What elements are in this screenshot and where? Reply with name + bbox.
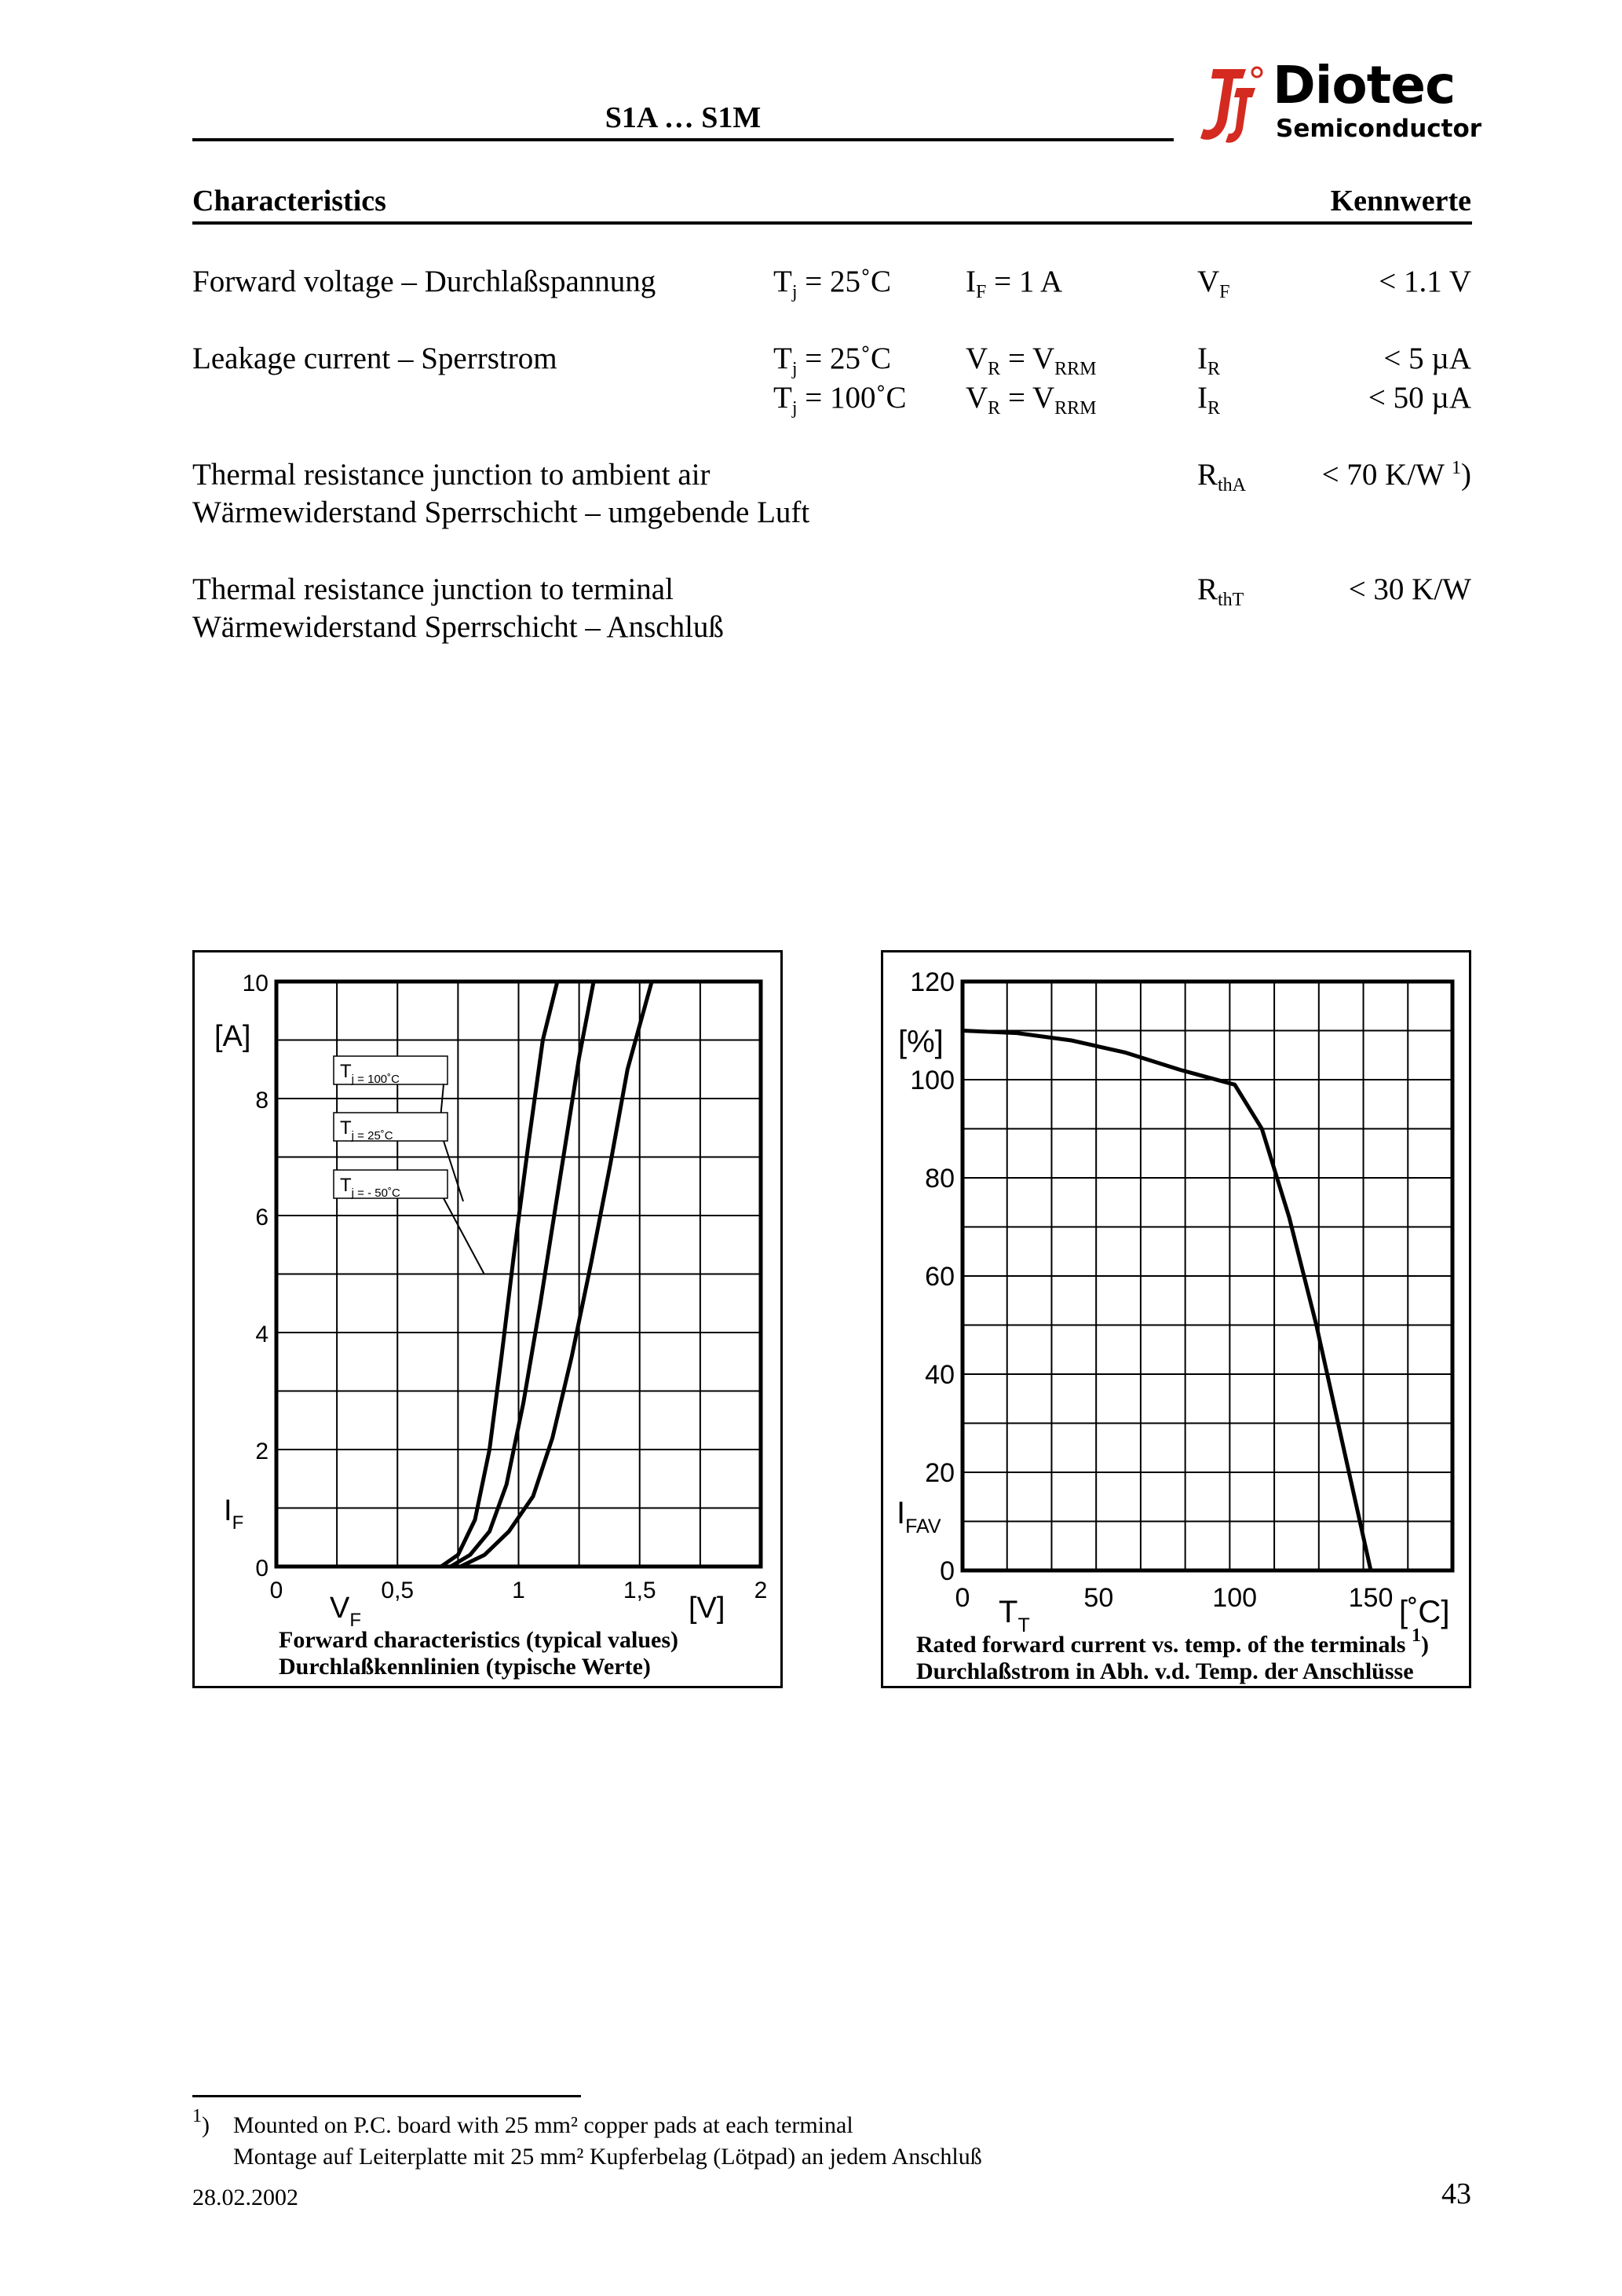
row-value: < 30 K/W: [1348, 572, 1471, 606]
y-axis-label: $I_{FAV}$: [897, 1496, 941, 1537]
row-label-german: Wärmewiderstand Sperrschicht – Anschluß: [192, 610, 724, 644]
section-rule: [192, 221, 1472, 225]
y-tick-label: 20: [925, 1458, 955, 1488]
legend-label: $T_{j = 100˚C}$: [340, 1061, 400, 1086]
y-tick-label: 6: [255, 1205, 269, 1230]
row-label: Forward voltage – Durchlaßspannung: [192, 265, 656, 298]
x-tick-label: 1: [512, 1578, 525, 1603]
row-label-german: Wärmewiderstand Sperrschicht – umgebende Luft: [192, 495, 810, 529]
y-tick-label: 100: [910, 1066, 955, 1095]
chart-caption: Rated forward current vs. temp. of the terminals $^1$): [916, 1625, 1429, 1658]
footnote-rule: [192, 2095, 581, 2097]
x-tick-label: 100: [1212, 1583, 1258, 1613]
y-tick-label: 40: [925, 1360, 955, 1390]
x-axis-unit: [V]: [689, 1592, 725, 1625]
row-label: Thermal resistance junction to ambient air: [192, 458, 711, 492]
logo-name: Diotec: [1273, 55, 1456, 115]
forward-characteristics-plot: [192, 950, 783, 1688]
y-tick-label: 4: [255, 1322, 269, 1347]
x-axis-label: $T_T$: [999, 1595, 1030, 1636]
y-tick-label: 2: [255, 1439, 269, 1464]
y-tick-label: 80: [925, 1164, 955, 1194]
row-value: < 70 K/W $^1$): [1321, 458, 1471, 492]
y-tick-label: 10: [242, 971, 269, 996]
row-symbol: $I_R$: [1197, 381, 1221, 419]
footnote-line: Mounted on P.C. board with 25 mm² copper pads at each terminal: [233, 2112, 853, 2138]
footnote-line-german: Montage auf Leiterplatte mit 25 mm² Kupferbelag (Lötpad) an jedem Anschluß: [233, 2144, 982, 2170]
y-tick-label: 120: [910, 967, 955, 997]
x-tick-label: 2: [754, 1578, 768, 1603]
section-title: Characteristics: [192, 185, 386, 218]
rated-forward-current-plot: [881, 950, 1471, 1688]
chart-caption-german: Durchlaßkennlinien (typische Werte): [279, 1654, 651, 1680]
row-condition: $T_j$ = 100˚C: [773, 381, 907, 419]
chart-caption-german: Durchlaßstrom in Abh. v.d. Temp. der Anschlüsse: [916, 1658, 1414, 1684]
row-value: < 1.1 V: [1379, 265, 1471, 298]
row-symbol: $R_{thA}$: [1197, 458, 1247, 495]
x-tick-label: 0: [269, 1578, 283, 1603]
header-rule: [192, 138, 1174, 141]
y-tick-label: 0: [255, 1556, 269, 1581]
series-line: [963, 1031, 1371, 1571]
y-axis-unit: [%]: [898, 1025, 944, 1059]
x-axis-unit: [˚C]: [1399, 1595, 1450, 1629]
footer-date: 28.02.2002: [192, 2184, 298, 2210]
row-label: Thermal resistance junction to terminal: [192, 572, 674, 606]
page-number: 43: [1441, 2177, 1471, 2210]
x-tick-label: 150: [1348, 1583, 1394, 1613]
chart-frame: [882, 952, 1470, 1687]
chart-frame: [194, 952, 782, 1687]
row-condition: $I_F = 1$ A: [966, 265, 1063, 302]
diotec-logo-icon: [1197, 61, 1268, 148]
y-tick-label: 8: [255, 1088, 269, 1113]
row-condition: $T_j$ = 25˚C: [773, 342, 891, 379]
section-title-german: Kennwerte: [1330, 185, 1471, 218]
footnote-mark: $^1$): [192, 2106, 210, 2138]
forward-characteristics-chart: [192, 950, 783, 1688]
legend-leader: [444, 1198, 484, 1274]
legend-label: $T_{j = - 50˚C}$: [340, 1175, 400, 1200]
logo-subtitle: Semiconductor: [1276, 115, 1482, 143]
rated-forward-current-chart: [881, 950, 1471, 1688]
diotec-logo: [1197, 55, 1482, 148]
row-condition: $V_R = V_{RRM}$: [966, 381, 1097, 419]
legend-label: $T_{j = 25˚C}$: [340, 1117, 393, 1143]
y-tick-label: 0: [940, 1556, 955, 1586]
y-axis-label: $I_F$: [224, 1494, 244, 1534]
row-value: < 5 µA: [1383, 342, 1471, 375]
x-tick-label: 0,5: [381, 1578, 415, 1603]
y-axis-unit: [A]: [214, 1020, 251, 1053]
row-condition: $V_R = V_{RRM}$: [966, 342, 1097, 379]
x-tick-label: 50: [1083, 1583, 1114, 1613]
row-condition: $T_j$ = 25˚C: [773, 265, 891, 302]
row-symbol: $R_{thT}$: [1197, 572, 1244, 610]
page-title: S1A … S1M: [605, 101, 762, 134]
row-symbol: $I_R$: [1197, 342, 1221, 379]
x-tick-label: 0: [955, 1583, 970, 1613]
row-label: Leakage current – Sperrstrom: [192, 342, 557, 375]
row-value: < 50 µA: [1368, 381, 1471, 415]
y-tick-label: 60: [925, 1262, 955, 1292]
chart-caption: Forward characteristics (typical values): [279, 1627, 679, 1653]
x-tick-label: 1,5: [623, 1578, 656, 1603]
row-symbol: $V_F$: [1197, 265, 1230, 302]
x-axis-label: $V_F$: [330, 1592, 362, 1631]
